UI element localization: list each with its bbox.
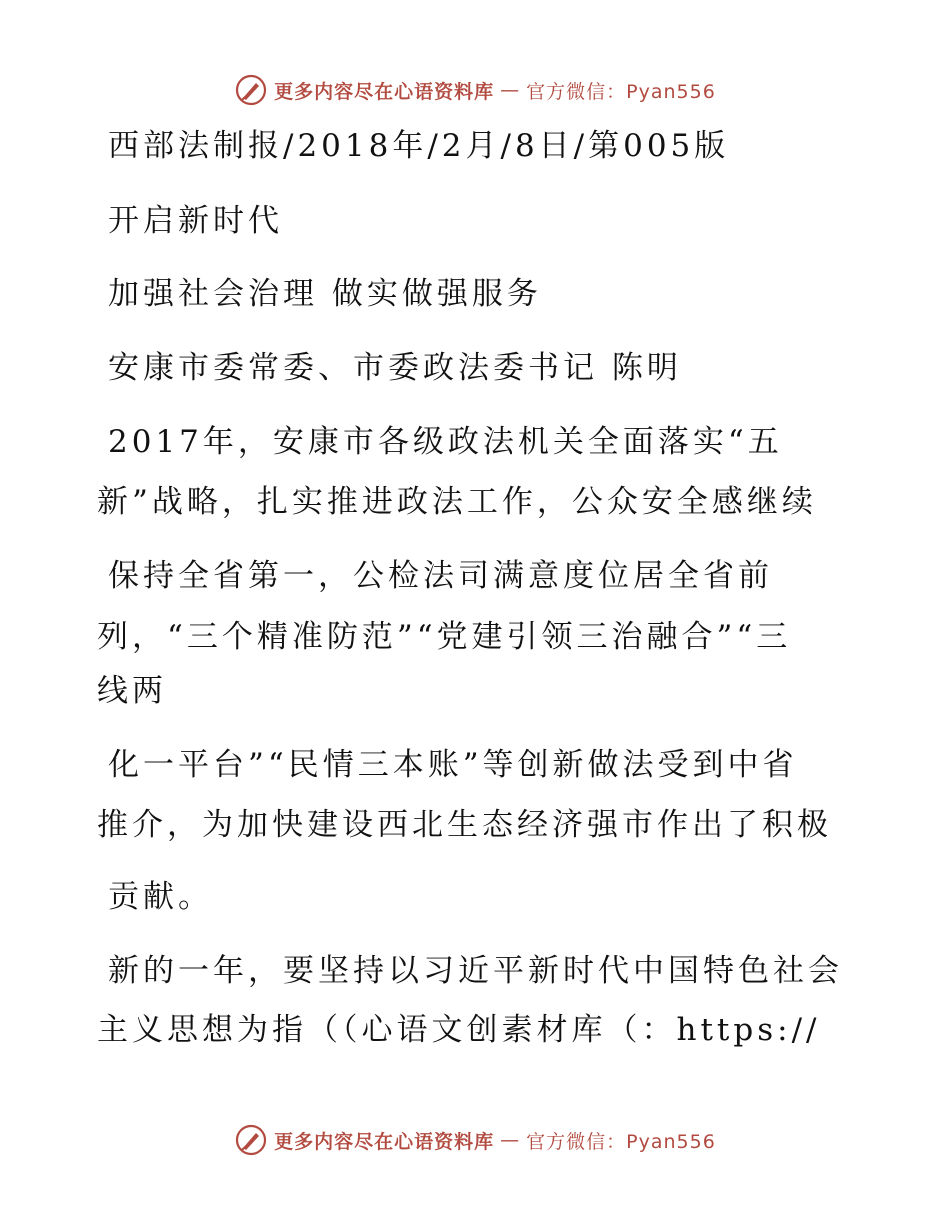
watermark-wechat-text: 官方微信：Pyan556 — [526, 80, 716, 103]
doc-line-body: 线两 — [97, 673, 167, 709]
doc-line-body: 列，“三个精准防范”“党建引领三治融合”“三 — [97, 619, 792, 655]
watermark-header — [0, 70, 950, 110]
doc-line-body: 新”战略，扎实推进政法工作，公众安全感继续 — [97, 484, 817, 520]
doc-line-body: 推介，为加快建设西北生态经济强市作出了积极 — [97, 807, 832, 843]
doc-line-body: 2017年，安康市各级政法机关全面落实“五 — [108, 424, 783, 460]
doc-line-body: 保持全省第一，公检法司满意度位居全省前 — [108, 558, 773, 594]
watermark-dash: — — [500, 1129, 521, 1151]
doc-line-body: 新的一年，要坚持以习近平新时代中国特色社会 — [108, 953, 843, 989]
doc-line-body: 主义思想为指（（心语文创素材库（：https:// — [97, 1012, 821, 1048]
watermark-header-group — [234, 73, 716, 107]
doc-line-body: 化一平台”“民情三本账”等创新做法受到中省 — [108, 747, 798, 783]
watermark-footer-group — [234, 1123, 716, 1157]
doc-line-source: 西部法制报/2018年/2月/8日/第005版 — [108, 128, 730, 164]
watermark-site-text: 更多内容尽在心语资料库 — [274, 80, 495, 103]
doc-line-headline: 开启新时代 — [108, 203, 283, 239]
doc-line-author: 安康市委常委、市委政法委书记 陈明 — [108, 350, 682, 386]
watermark-site-text: 更多内容尽在心语资料库 — [274, 1130, 495, 1153]
quill-pen-logo-icon — [234, 73, 268, 107]
quill-pen-logo-icon — [234, 1123, 268, 1157]
doc-line-body: 贡献。 — [108, 879, 213, 915]
doc-line-subheadline: 加强社会治理 做实做强服务 — [108, 276, 542, 312]
watermark-wechat-text: 官方微信：Pyan556 — [526, 1130, 716, 1153]
watermark-footer — [0, 1120, 950, 1160]
watermark-dash: — — [500, 79, 521, 101]
